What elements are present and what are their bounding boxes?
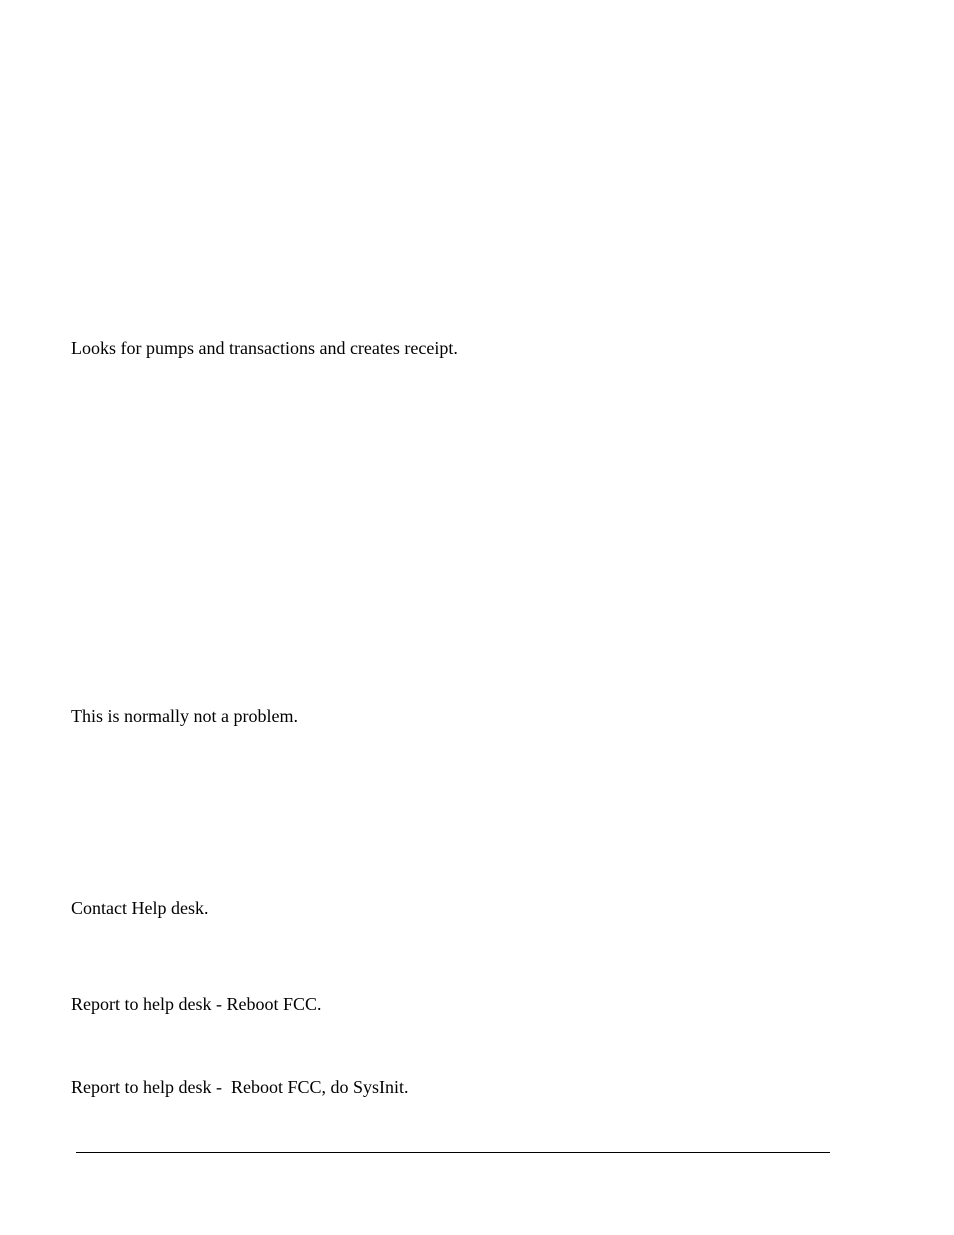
footer-divider — [76, 1152, 830, 1153]
text-line-reboot-fcc: Report to help desk - Reboot FCC. — [71, 994, 322, 1014]
text-line-contact-help-desk: Contact Help desk. — [71, 898, 209, 918]
text-line-not-a-problem: This is normally not a problem. — [71, 706, 298, 726]
text-line-receipt: Looks for pumps and transactions and creates receipt. — [71, 338, 458, 358]
text-line-reboot-sysinit: Report to help desk - Reboot FCC, do SysInit. — [71, 1077, 409, 1097]
